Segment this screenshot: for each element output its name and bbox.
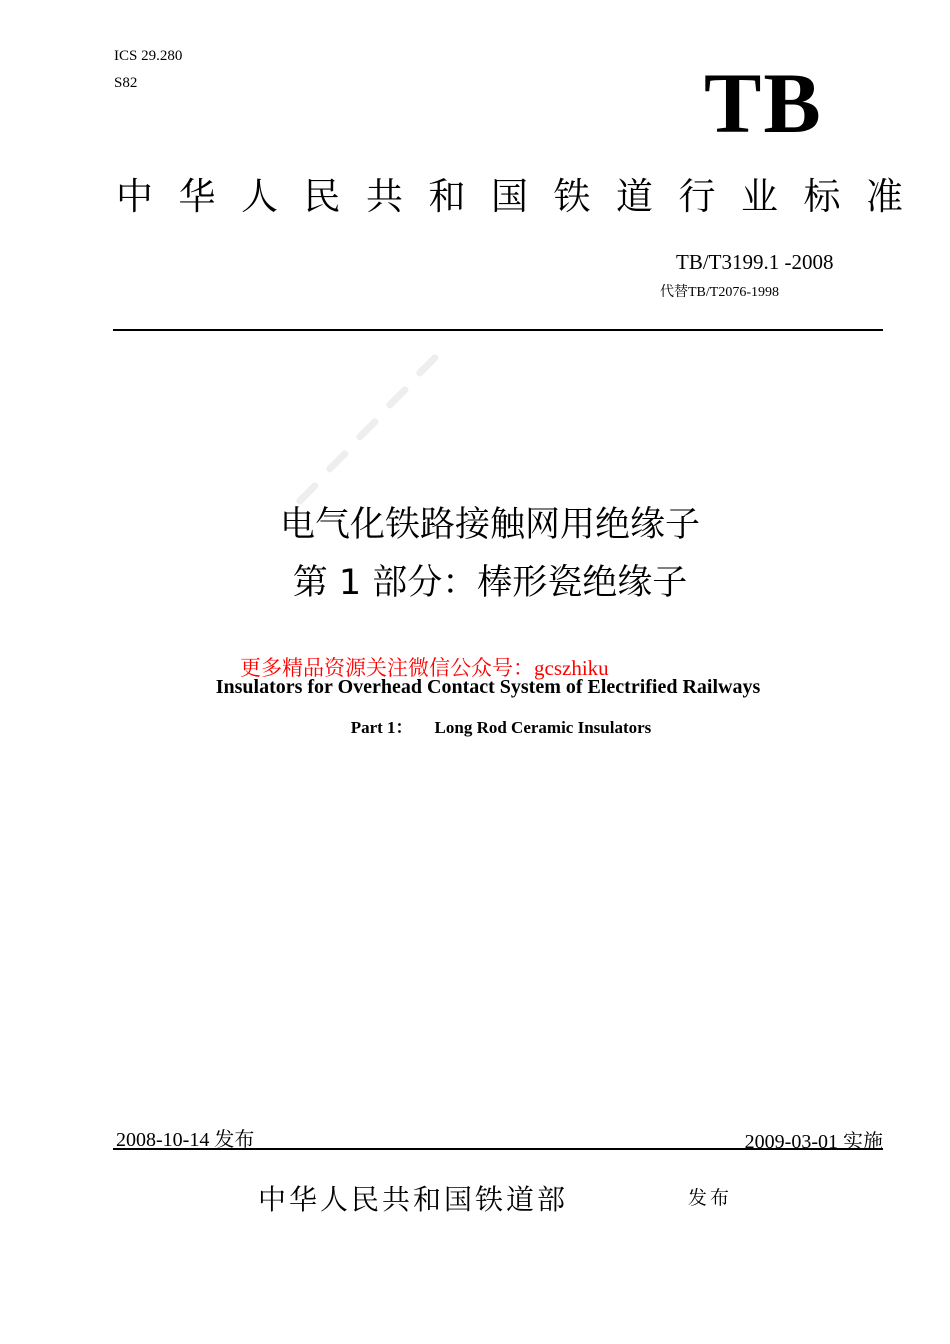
- footer-divider: [113, 1148, 883, 1150]
- implementation-date: 2009-03-01 实施: [744, 1131, 883, 1153]
- issue-date: 2008-10-14 发布: [116, 1129, 255, 1151]
- red-watermark-text: 更多精品资源关注微信公众号：gcszhiku: [240, 656, 609, 680]
- title-chinese-line2: 第 1 部分：棒形瓷绝缘子: [292, 563, 688, 603]
- replaces-standard: 代替TB/T2076-1998: [660, 285, 779, 300]
- tb-logo: TB: [704, 55, 823, 151]
- header-divider: [113, 329, 883, 331]
- faint-diagonal-watermark: [293, 340, 463, 520]
- issuing-verb: 发布: [688, 1187, 733, 1209]
- title-english-line1: Insulators for Overhead Contact System of Electrified Railways: [215, 676, 761, 698]
- standard-type-heading: 中华人民共和国铁道行业标准: [116, 175, 929, 218]
- title-chinese-line1: 电气化铁路接触网用绝缘子: [279, 505, 700, 545]
- issuing-authority: 中华人民共和国铁道部: [258, 1183, 569, 1216]
- standard-code: TB/T3199.1 -2008: [676, 250, 834, 274]
- title-english-line2: [0, 713, 950, 738]
- title-english-subtitle: Long Rod Ceramic Insulators: [434, 718, 652, 737]
- title-english-part: Part 1：: [350, 718, 413, 737]
- ics-number: ICS 29.280: [114, 48, 183, 64]
- ccs-number: S82: [114, 75, 138, 91]
